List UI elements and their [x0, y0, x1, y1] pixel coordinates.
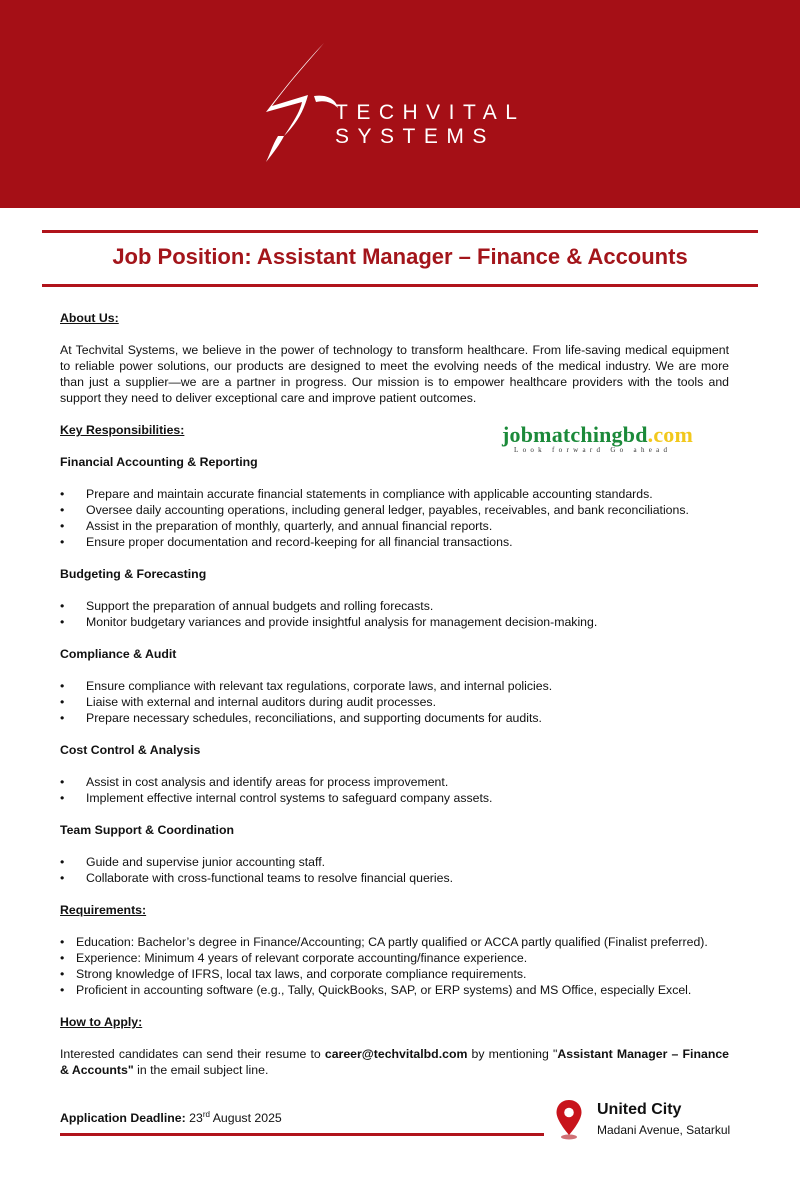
apply-email[interactable]: career@techvitalbd.com: [324, 1047, 468, 1061]
job-content: [60, 310, 729, 1078]
list-item: • Collaborate with cross-functional teams to resolve financial queries.: [60, 870, 729, 886]
list-item: • Support the preparation of annual budgets and rolling forecasts.: [60, 598, 729, 614]
deadline-day: 23: [189, 1111, 203, 1125]
group-title: Financial Accounting & Reporting: [60, 455, 258, 469]
about-text: At Techvital Systems, we believe in the power of technology to transform healthcare. From life-saving medical equipment to reliable power solutions, our products are designed to meet the evolving needs of the medical industry. We are more than just a supplier—we are a partner in progress. Our mission is to empower healthcare providers with the tools and support they need to deliver exceptional care and improve patient outcomes.: [60, 343, 729, 405]
deadline-rest: August 2025: [212, 1111, 282, 1125]
watermark-part-c: .com: [647, 422, 694, 447]
list-item: • Proficient in accounting software (e.g., Tally, QuickBooks, SAP, or ERP systems) and MS Office, especially Excel.: [60, 982, 729, 998]
list-item: • Prepare and maintain accurate financial statements in compliance with applicable accounting standards.: [60, 486, 729, 502]
watermark-part-a: jobmatching: [502, 422, 623, 447]
location-name: United City: [597, 1101, 682, 1118]
title-divider-top: [42, 230, 758, 233]
group-title: Compliance & Audit: [60, 647, 177, 661]
apply-text: [60, 1046, 729, 1078]
deadline-divider: [60, 1133, 544, 1136]
title-divider-bottom: [42, 284, 758, 287]
responsibility-list: [60, 854, 729, 886]
list-item: • Strong knowledge of IFRS, local tax laws, and corporate compliance requirements.: [60, 966, 729, 982]
brand-line-1: TECHVITAL: [335, 101, 526, 124]
deadline-label: Application Deadline:: [60, 1111, 186, 1125]
watermark-part-b: bd: [622, 422, 648, 447]
responsibility-list: [60, 678, 729, 726]
list-item: • Guide and supervise junior accounting staff.: [60, 854, 729, 870]
apply-text-middle: by mentioning ": [467, 1047, 558, 1061]
header-banner: [0, 0, 800, 208]
list-item: • Assist in cost analysis and identify areas for process improvement.: [60, 774, 729, 790]
list-item: • Liaise with external and internal auditors during audit processes.: [60, 694, 729, 710]
list-item: • Ensure proper documentation and record-keeping for all financial transactions.: [60, 534, 729, 550]
brand-logo-text: [335, 101, 525, 149]
list-item: • Ensure compliance with relevant tax regulations, corporate laws, and internal policies.: [60, 678, 729, 694]
job-title: Job Position: Assistant Manager – Finance & Accounts: [112, 244, 688, 269]
list-item: • Education: Bachelor’s degree in Finance/Accounting; CA partly qualified or ACCA partly qualified (Finalist preferred).: [60, 934, 729, 950]
list-item: • Assist in the preparation of monthly, quarterly, and annual financial reports.: [60, 518, 729, 534]
responsibility-list: [60, 486, 729, 550]
apply-text-after: in the email subject line.: [133, 1063, 269, 1077]
group-title: Cost Control & Analysis: [60, 743, 201, 757]
watermark-tagline: Look forward Go ahead: [514, 446, 672, 454]
list-item: • Implement effective internal control systems to safeguard company assets.: [60, 790, 729, 806]
requirements-list: [60, 934, 729, 998]
brand-line-2: SYSTEMS: [335, 125, 495, 148]
list-item: • Oversee daily accounting operations, including general ledger, payables, receivables, and bank reconciliations.: [60, 502, 729, 518]
list-item: • Monitor budgetary variances and provide insightful analysis for management decision-making.: [60, 614, 729, 630]
application-deadline: [60, 1110, 282, 1125]
list-item: • Prepare necessary schedules, reconciliations, and supporting documents for audits.: [60, 710, 729, 726]
lightning-logo-icon: [262, 40, 342, 165]
responsibilities-heading: Key Responsibilities:: [60, 423, 185, 437]
group-title: Team Support & Coordination: [60, 823, 234, 837]
responsibility-list: [60, 598, 729, 630]
apply-text-before: Interested candidates can send their resume to: [60, 1047, 325, 1061]
deadline-suffix: rd: [202, 1110, 210, 1119]
apply-subject: Assistant Manager – Finance & Accounts": [60, 1047, 730, 1077]
location-address: Madani Avenue, Satarkul: [597, 1123, 731, 1137]
group-title: Budgeting & Forecasting: [60, 567, 207, 581]
about-heading: About Us:: [60, 311, 119, 325]
requirements-heading: Requirements:: [60, 903, 147, 917]
apply-heading: How to Apply:: [60, 1015, 143, 1029]
responsibility-list: [60, 774, 729, 806]
list-item: • Experience: Minimum 4 years of relevant corporate accounting/finance experience.: [60, 950, 729, 966]
location-pin-icon: [555, 1099, 583, 1141]
